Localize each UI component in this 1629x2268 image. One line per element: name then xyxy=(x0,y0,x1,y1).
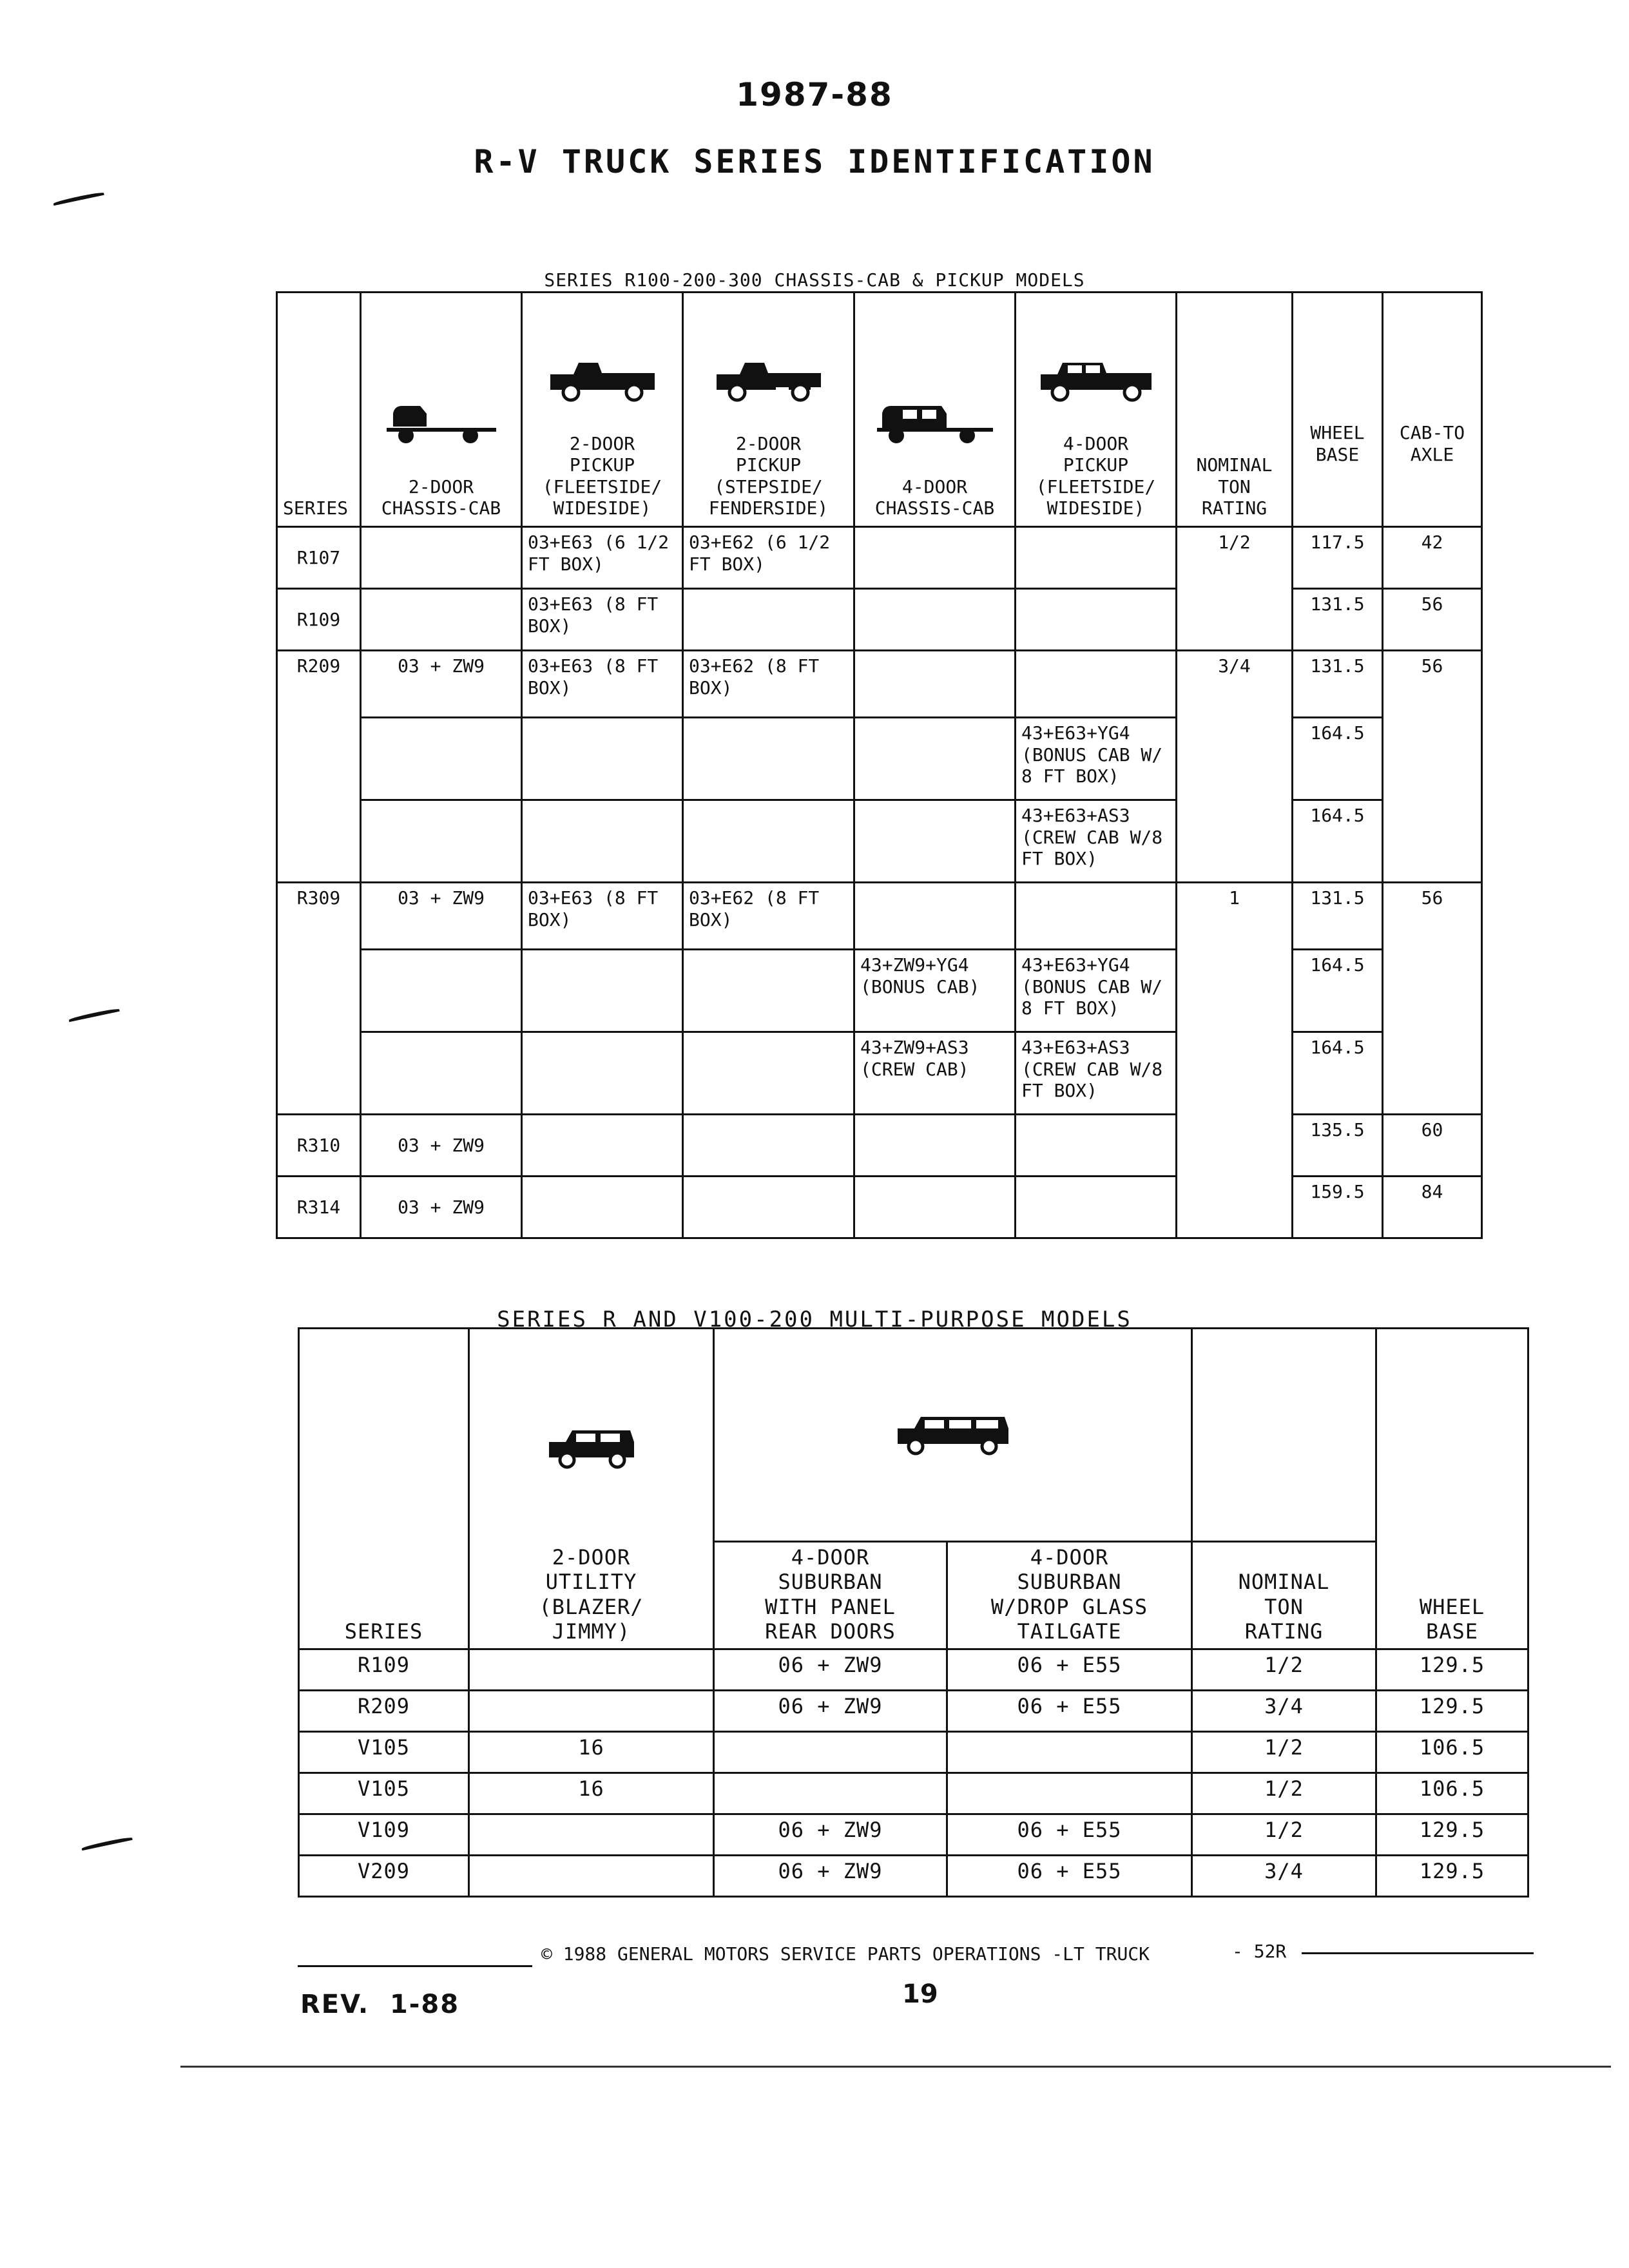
revision-label: REV. 1-88 xyxy=(300,1990,460,2019)
cell: 03+E62 (8 FT BOX) xyxy=(683,883,854,950)
binder-mark xyxy=(68,1008,119,1023)
ton-cell: 3/4 xyxy=(1192,1855,1376,1896)
cell xyxy=(1016,1177,1177,1238)
header-text: 4-DOOR SUBURBAN WITH PANEL REAR DOORS xyxy=(765,1545,896,1644)
cell xyxy=(522,950,683,1032)
cell xyxy=(522,718,683,800)
wheel-base-cell: 129.5 xyxy=(1376,1814,1528,1855)
wheel-base-cell: 131.5 xyxy=(1293,589,1383,651)
ton-cell: 1/2 xyxy=(1177,527,1293,651)
cell: 06 + ZW9 xyxy=(714,1649,947,1690)
col-header-series xyxy=(299,1329,469,1649)
series-cell: V105 xyxy=(299,1731,469,1773)
stepside-pickup-icon xyxy=(689,330,848,433)
col-header-series xyxy=(277,293,361,527)
cell: 03+E63 (8 FT BOX) xyxy=(522,883,683,950)
series-cell: V109 xyxy=(299,1814,469,1855)
table-row xyxy=(277,527,1482,589)
cell xyxy=(1016,651,1177,718)
cell xyxy=(854,718,1016,800)
cell: 06 + E55 xyxy=(947,1649,1192,1690)
wheel-base-cell: 164.5 xyxy=(1293,1032,1383,1115)
cab-to-axle-cell: 56 xyxy=(1383,589,1482,651)
cell: 06 + E55 xyxy=(947,1814,1192,1855)
cell: 06 + E55 xyxy=(947,1855,1192,1896)
series-cell: V105 xyxy=(299,1773,469,1814)
col-header-nominal-ton xyxy=(1177,293,1293,527)
col-header-2door-fleetside xyxy=(522,293,683,527)
section-code: - 52R xyxy=(1232,1941,1287,1962)
table-row xyxy=(277,883,1482,950)
cell: 03 + ZW9 xyxy=(361,1115,522,1177)
col-header-2door-chassis-cab xyxy=(361,293,522,527)
cell xyxy=(1016,1115,1177,1177)
wheel-base-cell: 159.5 xyxy=(1293,1177,1383,1238)
series-cell: R109 xyxy=(277,589,361,651)
cell: 03+E63 (8 FT BOX) xyxy=(522,651,683,718)
cell xyxy=(361,589,522,651)
cell xyxy=(683,589,854,651)
cell: 03+E63 (8 FT BOX) xyxy=(522,589,683,651)
cell xyxy=(683,800,854,883)
cell: 43+E63+AS3 (CREW CAB W/8 FT BOX) xyxy=(1016,1032,1177,1115)
fleetside-pickup-icon xyxy=(528,330,677,433)
table1-caption: SERIES R100-200-300 CHASSIS-CAB & PICKUP MODELS xyxy=(544,269,1085,291)
series-cell: R309 xyxy=(277,883,361,1115)
cell xyxy=(714,1773,947,1814)
header-text: 2-DOOR PICKUP (STEPSIDE/ FENDERSIDE) xyxy=(708,432,829,519)
col-header-nominal-ton xyxy=(1192,1542,1376,1649)
chassis-cab-pickup-table xyxy=(276,291,1483,1239)
cell: 16 xyxy=(469,1773,714,1814)
ton-cell: 3/4 xyxy=(1192,1690,1376,1731)
ton-header-top xyxy=(1192,1329,1376,1542)
wheel-base-cell: 106.5 xyxy=(1376,1773,1528,1814)
cell xyxy=(854,800,1016,883)
cell xyxy=(469,1649,714,1690)
cell: 43+E63+YG4 (BONUS CAB W/ 8 FT BOX) xyxy=(1016,718,1177,800)
cell: 03 + ZW9 xyxy=(361,883,522,950)
header-text: WHEEL BASE xyxy=(1419,1594,1485,1644)
table-row xyxy=(277,1032,1482,1115)
cell: 16 xyxy=(469,1731,714,1773)
wheel-base-cell: 129.5 xyxy=(1376,1855,1528,1896)
cab-to-axle-cell: 56 xyxy=(1383,651,1482,883)
wheel-base-cell: 129.5 xyxy=(1376,1690,1528,1731)
header-text: SERIES xyxy=(344,1619,423,1644)
cell: 43+ZW9+YG4 (BONUS CAB) xyxy=(854,950,1016,1032)
wheel-base-cell: 117.5 xyxy=(1293,527,1383,589)
col-header-suburban-panel xyxy=(714,1542,947,1649)
ton-cell: 3/4 xyxy=(1177,651,1293,883)
binder-mark xyxy=(81,1836,132,1851)
cell: 43+E63+YG4 (BONUS CAB W/ 8 FT BOX) xyxy=(1016,950,1177,1032)
col-header-wheel-base xyxy=(1376,1329,1528,1649)
cab-to-axle-cell: 60 xyxy=(1383,1115,1482,1177)
table-row xyxy=(299,1649,1528,1690)
crew-chassis-cab-icon xyxy=(860,373,1009,476)
cell: 03+E62 (6 1/2 FT BOX) xyxy=(683,527,854,589)
cell: 03+E63 (6 1/2 FT BOX) xyxy=(522,527,683,589)
header-text: NOMINAL TON RATING xyxy=(1238,1570,1330,1644)
cell: 03 + ZW9 xyxy=(361,1177,522,1238)
table2-caption: SERIES R AND V100-200 MULTI-PURPOSE MODELS xyxy=(497,1307,1132,1332)
cell: 03+E62 (8 FT BOX) xyxy=(683,651,854,718)
series-cell: R209 xyxy=(277,651,361,883)
wheel-base-cell: 131.5 xyxy=(1293,651,1383,718)
header-text: 4-DOOR SUBURBAN W/DROP GLASS TAILGATE xyxy=(990,1545,1148,1644)
wheel-base-cell: 164.5 xyxy=(1293,950,1383,1032)
table-row xyxy=(277,1115,1482,1177)
copyright-text: © 1988 GENERAL MOTORS SERVICE PARTS OPERATIONS -LT TRUCK xyxy=(541,1943,1150,1965)
ton-cell: 1/2 xyxy=(1192,1731,1376,1773)
suburban-icon-cell xyxy=(714,1329,1192,1542)
cell: 43+E63+AS3 (CREW CAB W/8 FT BOX) xyxy=(1016,800,1177,883)
cell xyxy=(1016,589,1177,651)
series-cell: R109 xyxy=(299,1649,469,1690)
cell xyxy=(522,1115,683,1177)
cell xyxy=(522,1032,683,1115)
cell xyxy=(683,718,854,800)
blazer-utility-icon xyxy=(475,1352,708,1545)
cell xyxy=(361,800,522,883)
cell xyxy=(469,1855,714,1896)
header-text: 2-DOOR PICKUP (FLEETSIDE/ WIDESIDE) xyxy=(542,432,662,519)
cab-to-axle-cell: 42 xyxy=(1383,527,1482,589)
cell xyxy=(714,1731,947,1773)
cell xyxy=(854,651,1016,718)
cell xyxy=(683,950,854,1032)
cell xyxy=(361,527,522,589)
series-cell: R310 xyxy=(277,1115,361,1177)
table-row xyxy=(299,1814,1528,1855)
cell xyxy=(854,883,1016,950)
cell xyxy=(361,950,522,1032)
series-cell: R209 xyxy=(299,1690,469,1731)
header-text: NOMINAL TON RATING xyxy=(1196,454,1273,519)
table-row xyxy=(277,1177,1482,1238)
col-header-2door-stepside xyxy=(683,293,854,527)
cell: 43+ZW9+AS3 (CREW CAB) xyxy=(854,1032,1016,1115)
table-row xyxy=(277,800,1482,883)
crew-pickup-icon xyxy=(1021,330,1170,433)
table-row xyxy=(299,1773,1528,1814)
cell xyxy=(683,1115,854,1177)
col-header-suburban-drop-glass xyxy=(947,1542,1192,1649)
cell xyxy=(361,718,522,800)
ton-cell: 1 xyxy=(1177,883,1293,1238)
cell xyxy=(947,1773,1192,1814)
ton-cell: 1/2 xyxy=(1192,1773,1376,1814)
wheel-base-cell: 131.5 xyxy=(1293,883,1383,950)
series-cell: V209 xyxy=(299,1855,469,1896)
table-row xyxy=(299,1855,1528,1896)
cell xyxy=(361,1032,522,1115)
cell: 03 + ZW9 xyxy=(361,651,522,718)
col-header-cab-to-axle xyxy=(1383,293,1482,527)
cell xyxy=(1016,527,1177,589)
footer-rule-right xyxy=(1302,1952,1534,1954)
header-text: 2-DOOR CHASSIS-CAB xyxy=(381,476,501,519)
wheel-base-cell: 106.5 xyxy=(1376,1731,1528,1773)
cell xyxy=(854,1115,1016,1177)
cell xyxy=(683,1032,854,1115)
wheel-base-cell: 164.5 xyxy=(1293,800,1383,883)
table-row xyxy=(277,651,1482,718)
cell: 06 + E55 xyxy=(947,1690,1192,1731)
ton-cell: 1/2 xyxy=(1192,1649,1376,1690)
header-text: 4-DOOR PICKUP (FLEETSIDE/ WIDESIDE) xyxy=(1036,432,1156,519)
page-title: R-V TRUCK SERIES IDENTIFICATION xyxy=(474,143,1155,180)
cell xyxy=(854,527,1016,589)
series-cell: R107 xyxy=(277,527,361,589)
cell: 06 + ZW9 xyxy=(714,1814,947,1855)
wheel-base-cell: 164.5 xyxy=(1293,718,1383,800)
header-text: 4-DOOR CHASSIS-CAB xyxy=(874,476,995,519)
footer-rule-left xyxy=(298,1965,532,1967)
table-row xyxy=(277,589,1482,651)
table-row xyxy=(277,718,1482,800)
header-text: CAB-TO AXLE xyxy=(1399,422,1465,465)
year-heading: 1987-88 xyxy=(736,76,893,113)
cell xyxy=(469,1814,714,1855)
cell xyxy=(683,1177,854,1238)
cell xyxy=(854,1177,1016,1238)
cell xyxy=(854,589,1016,651)
table-row xyxy=(277,950,1482,1032)
col-header-4door-chassis-cab xyxy=(854,293,1016,527)
col-header-2door-utility xyxy=(469,1329,714,1649)
cell xyxy=(469,1690,714,1731)
binder-mark xyxy=(53,191,104,206)
col-header-4door-fleetside xyxy=(1016,293,1177,527)
cell: 06 + ZW9 xyxy=(714,1855,947,1896)
cell xyxy=(947,1731,1192,1773)
header-text: WHEEL BASE xyxy=(1310,422,1365,465)
series-cell: R314 xyxy=(277,1177,361,1238)
col-header-wheel-base xyxy=(1293,293,1383,527)
header-text: 2-DOOR UTILITY (BLAZER/ JIMMY) xyxy=(539,1545,644,1644)
suburban-icon xyxy=(720,1332,1186,1538)
cell: 06 + ZW9 xyxy=(714,1690,947,1731)
page-number: 19 xyxy=(902,1979,938,2009)
ton-cell: 1/2 xyxy=(1192,1814,1376,1855)
cell xyxy=(1016,883,1177,950)
cab-to-axle-cell: 84 xyxy=(1383,1177,1482,1238)
chassis-cab-truck-icon xyxy=(367,373,516,476)
wheel-base-cell: 129.5 xyxy=(1376,1649,1528,1690)
cell xyxy=(522,1177,683,1238)
scan-edge-line xyxy=(180,2066,1611,2068)
table-row xyxy=(299,1731,1528,1773)
cell xyxy=(522,800,683,883)
multi-purpose-table xyxy=(298,1327,1529,1898)
table-row xyxy=(299,1690,1528,1731)
cab-to-axle-cell: 56 xyxy=(1383,883,1482,1115)
header-text: SERIES xyxy=(283,497,349,519)
wheel-base-cell: 135.5 xyxy=(1293,1115,1383,1177)
